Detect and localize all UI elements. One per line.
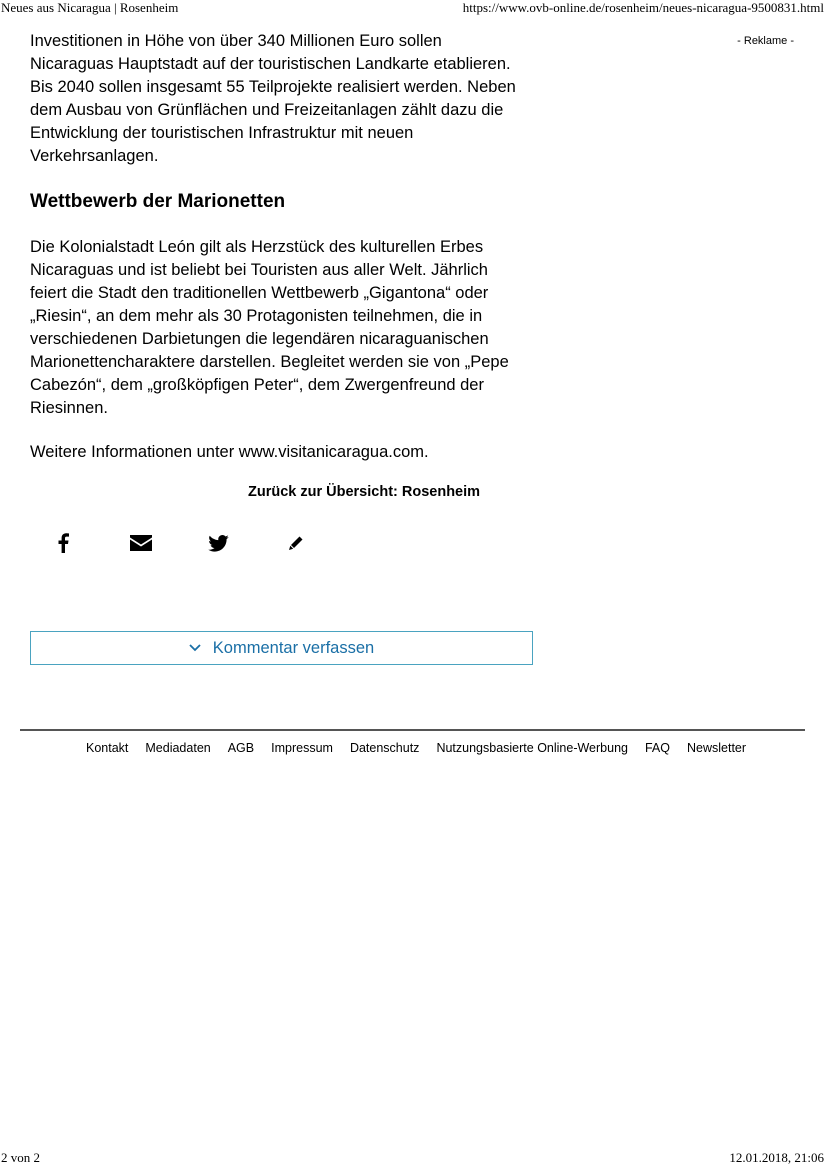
footer-link-newsletter[interactable]: Newsletter bbox=[687, 741, 747, 755]
footer-link-agb[interactable]: AGB bbox=[227, 741, 255, 755]
article-paragraph: Die Kolonialstadt León gilt als Herzstück des kulturellen Erbes Nicaraguas und ist beliebt bei Touristen aus aller Welt. Jährlich feiert die Stadt den traditionellen Wettbewerb „Gigantona“ oder „Riesin“, an dem mehr als 30 Protagonisten teilnehmen, die in verschiedenen Darbietungen die legendären nicaraguanischen Marionettencharaktere darstellen. Begleitet werden sie von „Pepe Cabezón“, dem „großköpfigen Peter“, dem Zwergenfreund der Riesinnen. bbox=[30, 238, 509, 417]
pencil-icon bbox=[288, 535, 304, 551]
article-paragraph: Weitere Informationen unter www.visitanicaragua.com. bbox=[30, 443, 429, 461]
facebook-icon bbox=[57, 533, 69, 553]
print-page-number: 2 von 2 bbox=[1, 1150, 40, 1165]
footer-link-faq[interactable]: FAQ bbox=[644, 741, 670, 755]
write-comment-button[interactable] bbox=[30, 631, 533, 665]
article-body bbox=[30, 30, 520, 464]
print-page-title: Neues aus Nicaragua | Rosenheim bbox=[1, 0, 179, 15]
footer-link-online-werbung[interactable]: Nutzungsbasierte Online-Werbung bbox=[436, 741, 628, 755]
chevron-down-icon bbox=[189, 644, 201, 652]
footer-link-impressum[interactable]: Impressum bbox=[271, 741, 333, 755]
footer-link-mediadaten[interactable]: Mediadaten bbox=[145, 741, 211, 755]
share-email-button[interactable] bbox=[126, 531, 156, 555]
footer-link-datenschutz[interactable]: Datenschutz bbox=[349, 741, 420, 755]
share-facebook-button[interactable] bbox=[48, 531, 78, 555]
back-link-category[interactable]: Rosenheim bbox=[401, 484, 481, 500]
email-icon bbox=[130, 535, 152, 551]
article-subheading: Wettbewerb der Marionetten bbox=[30, 191, 286, 212]
share-bar bbox=[48, 531, 328, 555]
footer-nav bbox=[86, 741, 746, 755]
article-paragraph: Investitionen in Höhe von über 340 Millionen Euro sollen Nicaraguas Hauptstadt auf der touristischen Landkarte etablieren. Bis 2040 sollen insgesamt 55 Teilprojekte realisiert werden. Neben dem Ausbau von Grünflächen und Freizeitanlagen zählt dazu die Entwicklung der touristischen Infrastruktur mit neuen Verkehrsanlagen. bbox=[30, 32, 516, 165]
share-comment-button[interactable] bbox=[281, 531, 311, 555]
ad-label: - Reklame - bbox=[737, 35, 794, 47]
write-comment-label: Kommentar verfassen bbox=[212, 638, 375, 657]
print-datetime: 12.01.2018, 21:06 bbox=[729, 1150, 824, 1165]
footer-divider bbox=[20, 729, 805, 731]
footer-link-kontakt[interactable]: Kontakt bbox=[86, 741, 129, 755]
share-twitter-button[interactable] bbox=[203, 531, 233, 555]
print-page-url: https://www.ovb-online.de/rosenheim/neues-nicaragua-9500831.html bbox=[462, 0, 824, 15]
back-link-prefix: Zurück zur Übersicht: bbox=[248, 484, 402, 500]
back-to-overview bbox=[248, 484, 480, 500]
twitter-icon bbox=[208, 535, 229, 552]
